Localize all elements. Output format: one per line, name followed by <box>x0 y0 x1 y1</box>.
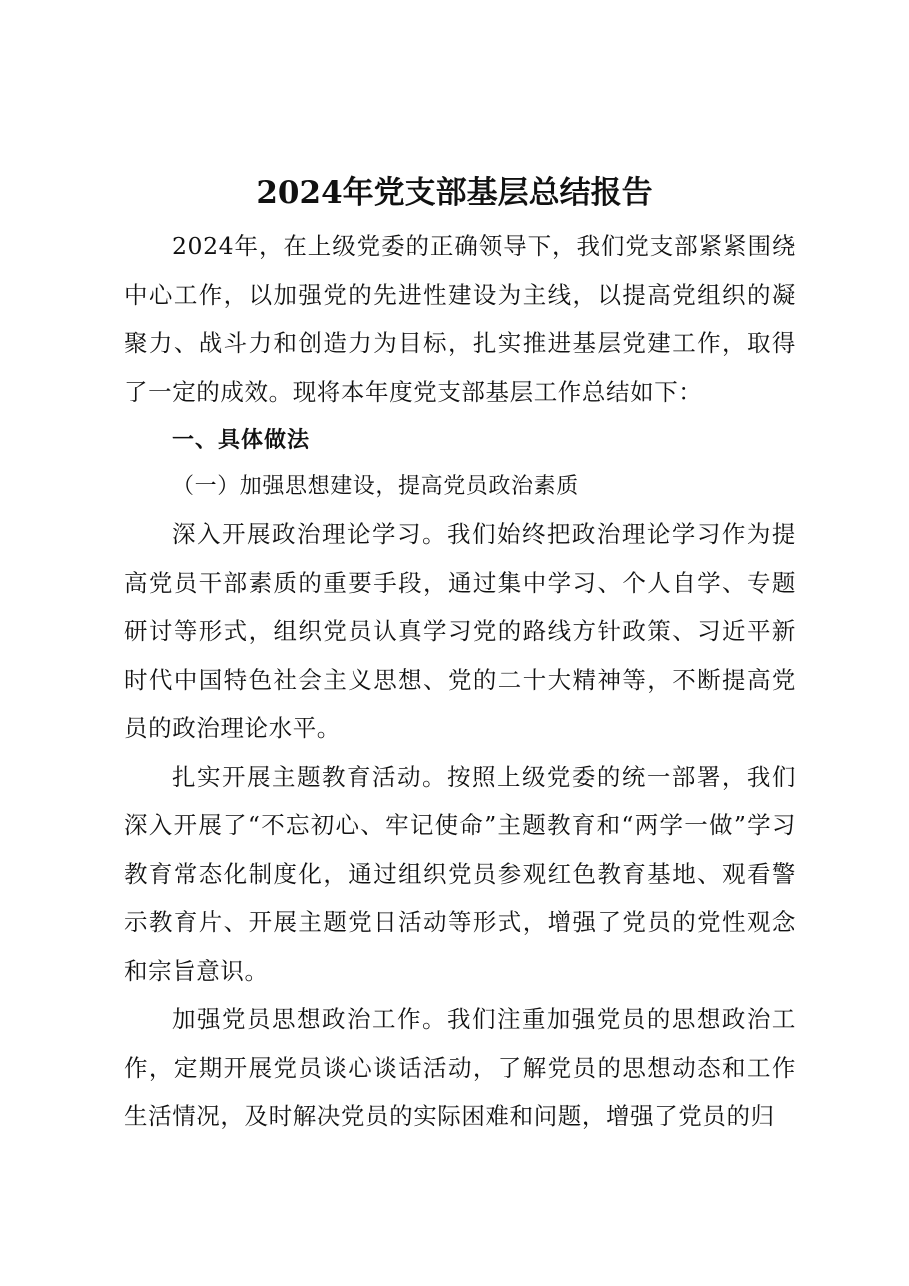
subsection-heading: （一）加强思想建设，提高党员政治素质 <box>172 474 579 499</box>
document-title: 2024年党支部基层总结报告 <box>256 175 653 211</box>
body-paragraph: 扎实开展主题教育活动。按照上级党委的统一部署，我们深入开展了“不忘初心、牢记使命”主题教育和“两学一做”学习教育常态化制度化，通过组织党员参观红色教育基地、观看警示教育片、开展主题党日活动等形式，增强了党员的党性观念和宗旨意识。 <box>124 762 796 985</box>
document-body <box>124 222 796 1141</box>
intro-paragraph: 2024年，在上级党委的正确领导下，我们党支部紧紧围绕中心工作，以加强党的先进性建设为主线，以提高党组织的凝聚力、战斗力和创造力为目标，扎实推进基层党建工作，取得了一定的成效。现将本年度党支部基层工作总结如下： <box>124 232 796 406</box>
section-heading: 一、具体做法 <box>172 428 311 453</box>
body-paragraph: 加强党员思想政治工作。我们注重加强党员的思想政治工作，定期开展党员谈心谈话活动，了解党员的思想动态和工作生活情况，及时解决党员的实际困难和问题，增强了党员的归 <box>124 1005 796 1130</box>
body-paragraph: 深入开展政治理论学习。我们始终把政治理论学习作为提高党员干部素质的重要手段，通过集中学习、个人自学、专题研讨等形式，组织党员认真学习党的路线方针政策、习近平新时代中国特色社会主义思想、党的二十大精神等，不断提高党员的政治理论水平。 <box>124 520 796 742</box>
